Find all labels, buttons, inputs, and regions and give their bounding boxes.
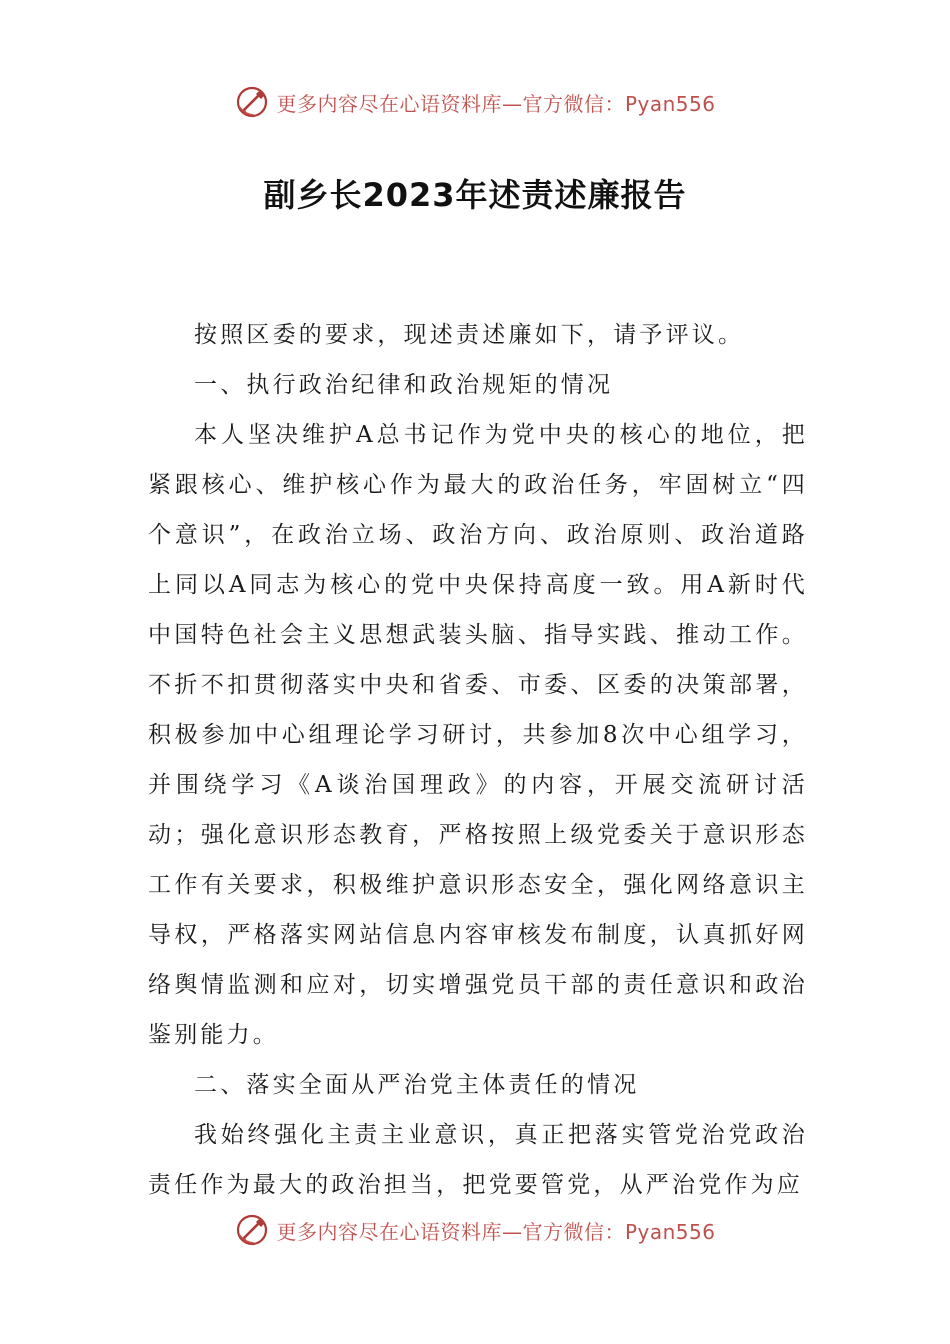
document-title: 副乡长2023年述责述廉报告: [263, 176, 687, 214]
section-heading-1: 一、执行政治纪律和政治规矩的情况: [194, 372, 614, 398]
document-body: [148, 310, 808, 1210]
section-heading-2: 二、落实全面从严治党主体责任的情况: [194, 1072, 640, 1098]
intro-paragraph: 按照区委的要求，现述责述廉如下，请予评议。: [194, 322, 745, 348]
watermark-wechat: 官方微信：Pyan556: [522, 91, 716, 116]
footer-watermark-banner: [0, 1208, 950, 1252]
body-paragraph-1: 本人坚决维护A总书记作为党中央的核心的地位，把紧跟核心、维护核心作为最大的政治任务，牢固树立“四个意识”，在政治立场、政治方向、政治原则、政治道路上同以A同志为核心的党中央保持高度一致。用A新时代中国特色社会主义思想武装头脑、指导实践、推动工作。不折不扣贯彻落实中央和省委、市委、区委的决策部署，积极参加中心组理论学习研讨，共参加8次中心组学习，并围绕学习《A谈治国理政》的内容，开展交流研讨活动；强化意识形态教育，严格按照上级党委关于意识形态工作有关要求，积极维护意识形态安全，强化网络意识主导权，严格落实网站信息内容审核发布制度，认真抓好网络舆情监测和应对，切实增强党员干部的责任意识和政治鉴别能力。: [148, 422, 808, 1048]
header-watermark-banner: [0, 80, 950, 124]
watermark-dash: —: [501, 91, 523, 116]
watermark-text: [276, 88, 715, 117]
pen-circle-logo-icon: [234, 1212, 270, 1248]
watermark-main: 更多内容尽在心语资料库: [276, 91, 502, 116]
watermark-text: [276, 1216, 715, 1245]
pen-circle-logo-icon: [234, 84, 270, 120]
watermark-main: 更多内容尽在心语资料库: [276, 1219, 502, 1244]
watermark-dash: —: [501, 1219, 523, 1244]
watermark-wechat: 官方微信：Pyan556: [522, 1219, 716, 1244]
body-paragraph-2: 我始终强化主责主业意识，真正把落实管党治党政治责任作为最大的政治担当，把党要管党，从严治党作为应: [148, 1122, 808, 1198]
